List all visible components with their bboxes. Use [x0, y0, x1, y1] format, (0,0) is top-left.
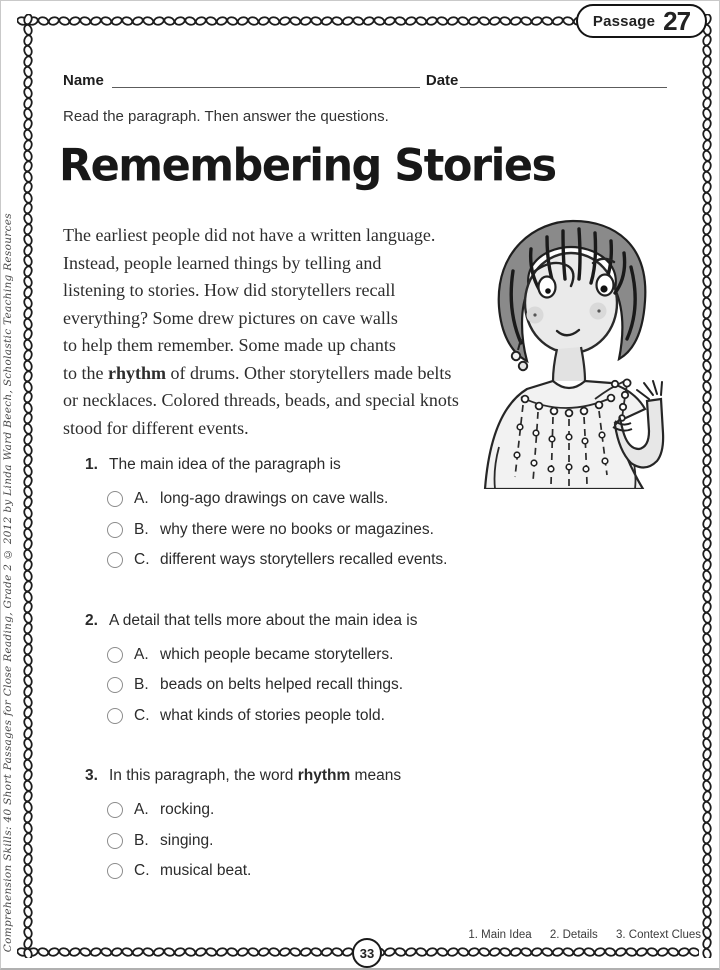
answer-bubble[interactable] [107, 522, 123, 538]
option-letter: C. [134, 706, 150, 724]
option-text: what kinds of stories people told. [160, 706, 385, 724]
date-label: Date [425, 72, 459, 89]
answer-bubble[interactable] [107, 863, 123, 879]
passage-badge-label: Passage [592, 12, 656, 30]
q1-option-c [107, 545, 447, 576]
passage-title: Remembering Stories [59, 140, 556, 192]
option-letter: A. [134, 645, 149, 663]
q3-option-a [107, 795, 447, 826]
vocab-word: rhythm [297, 767, 351, 784]
copyright-credit: Comprehension Skills: 40 Short Passages for Close Reading, Grade 2 © 2012 by Linda Ward Beech, Scholastic Teaching Resources [2, 212, 14, 952]
q3-option-c [107, 856, 447, 887]
passage-line: The earliest people did not have a written language. [63, 225, 436, 245]
passage-line: to the rhythm of drums. Other storytellers made belts [63, 362, 452, 383]
question-stem: In this paragraph, the word rhythm means [109, 767, 402, 784]
question-number: 3. [85, 767, 98, 784]
q2-option-a [107, 640, 447, 671]
date-blank-line[interactable] [460, 69, 667, 88]
question-number: 2. [85, 611, 98, 629]
name-label: Name [63, 72, 104, 89]
answer-bubble[interactable] [107, 677, 123, 693]
option-letter: B. [134, 831, 149, 849]
option-text: why there were no books or magazines. [160, 520, 434, 538]
skill-context-clues: 3. Context Clues [615, 929, 701, 941]
option-letter: A. [134, 801, 149, 819]
passage-line: stood for different events. [63, 417, 249, 438]
option-letter: C. [134, 551, 150, 569]
passage-text [63, 222, 459, 442]
storyteller-woman-illustration [465, 211, 707, 489]
passage-line: Instead, people learned things by telling and [63, 252, 382, 273]
q1-option-a [107, 484, 447, 515]
question-stem: A detail that tells more about the main idea is [109, 611, 418, 629]
option-text: singing. [160, 831, 214, 849]
questions-section [85, 455, 447, 922]
passage-badge-number: 27 [663, 5, 691, 36]
passage-line: everything? Some drew pictures on cave walls [63, 307, 398, 328]
option-text: which people became storytellers. [160, 645, 394, 663]
option-letter: B. [134, 520, 149, 538]
page-number-badge: 33 [352, 938, 382, 968]
option-text: beads on belts helped recall things. [160, 676, 403, 694]
option-text: long-ago drawings on cave walls. [160, 490, 389, 508]
skill-details: 2. Details [549, 929, 598, 941]
answer-bubble[interactable] [107, 491, 123, 507]
answer-bubble[interactable] [107, 802, 123, 818]
question-3 [85, 766, 447, 887]
name-date-row [63, 69, 667, 89]
passage-line: listening to stories. How did storytellers recall [63, 280, 396, 300]
option-text: rocking. [160, 801, 215, 819]
option-text: musical beat. [160, 862, 252, 880]
option-text: different ways storytellers recalled events. [160, 551, 448, 569]
question-number: 1. [85, 456, 98, 473]
passage-line: or necklaces. Colored threads, beads, and special knots [63, 390, 459, 410]
passage-badge [576, 4, 707, 38]
option-letter: C. [134, 862, 150, 880]
chain-border-left-icon [21, 14, 35, 958]
name-blank-line[interactable] [112, 69, 420, 88]
skills-legend [453, 929, 701, 941]
question-1 [85, 455, 447, 576]
instruction-text: Read the paragraph. Then answer the questions. [63, 108, 389, 125]
skill-main-idea: 1. Main Idea [468, 929, 532, 941]
q2-option-b [107, 670, 447, 701]
option-letter: B. [134, 676, 149, 694]
answer-bubble[interactable] [107, 552, 123, 568]
answer-bubble[interactable] [107, 833, 123, 849]
q2-option-c [107, 701, 447, 732]
q3-option-b [107, 826, 447, 857]
option-letter: A. [134, 490, 149, 508]
passage-line: to help them remember. Some made up chants [63, 335, 396, 355]
question-stem: The main idea of the paragraph is [109, 456, 341, 473]
answer-bubble[interactable] [107, 647, 123, 663]
question-2 [85, 611, 447, 732]
answer-bubble[interactable] [107, 708, 123, 724]
q1-option-b [107, 515, 447, 546]
vocab-word: rhythm [108, 362, 166, 383]
